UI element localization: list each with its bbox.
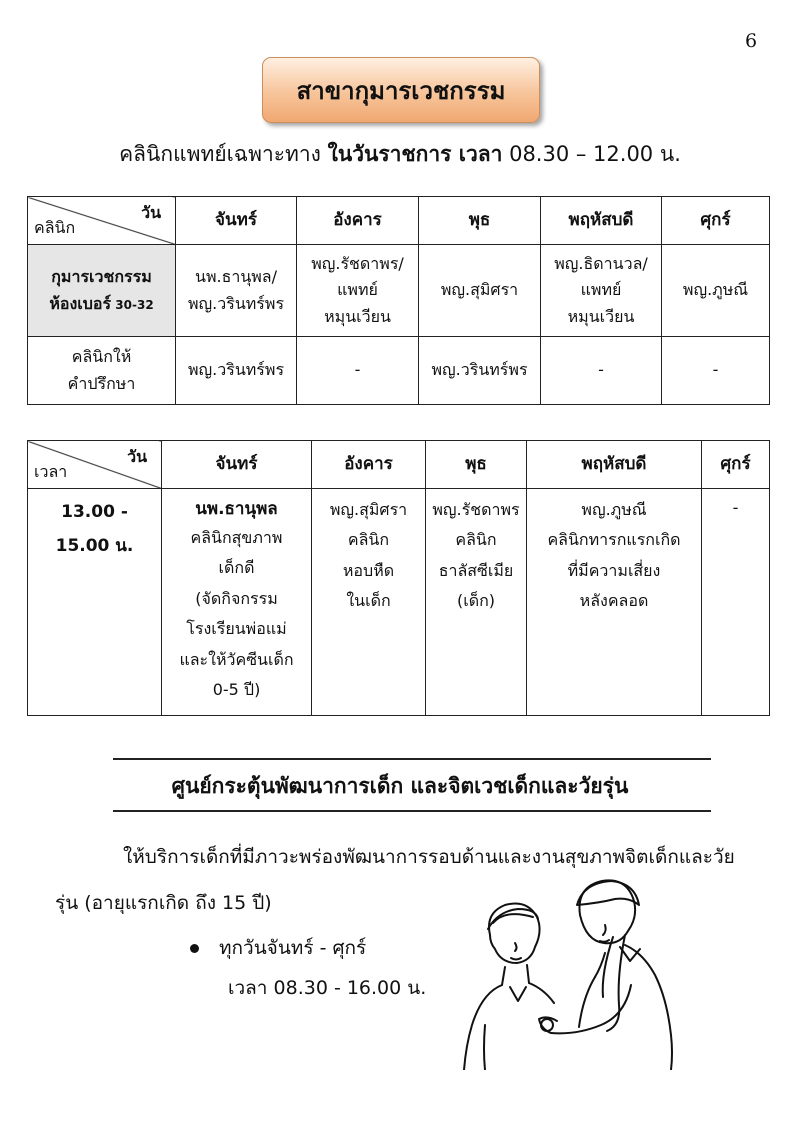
table-row [28, 489, 770, 716]
morning-schedule-table [27, 196, 770, 405]
schedule-cell: นพ.ธานุพล/ พญ.วรินทร์พร [176, 245, 297, 337]
service-days: ทุกวันจันทร์ - ศุกร์ [219, 937, 367, 959]
table-header-row [28, 197, 770, 245]
day-header: พฤหัสบดี [527, 441, 702, 489]
corner-cell [28, 197, 176, 245]
monday-doctor: นพ.ธานุพล [195, 499, 278, 519]
row-label [28, 337, 176, 405]
monday-detail: คลินิกสุขภาพ เด็กดี (จัดกิจกรรม โรงเรียนพ่อแม่ และให้วัคซีนเด็ก 0-5 ปี) [179, 528, 294, 699]
corner-cell [28, 441, 162, 489]
corner-time-label: เวลา [34, 461, 68, 481]
row-label-line [31, 291, 172, 317]
schedule-cell: พญ.รัชดาพร/ แพทย์ หมุนเวียน [297, 245, 419, 337]
day-header: จันทร์ [162, 441, 312, 489]
schedule-cell: พญ.ภูษณี [662, 245, 770, 337]
table-row [28, 245, 770, 337]
schedule-cell: พญ.สุมิศรา คลินิก หอบหืด ในเด็ก [312, 489, 426, 716]
corner-day-label: วัน [141, 203, 161, 222]
subtitle-part1: คลินิกแพทย์เฉพาะทาง [119, 142, 328, 166]
table-row [28, 337, 770, 405]
day-header: พฤหัสบดี [541, 197, 662, 245]
row-label-line: คลินิกให้ [71, 347, 132, 367]
clinic-subtitle [0, 138, 800, 171]
bullet-icon [190, 944, 199, 953]
row-label-line: กุมารเวชกรรม [51, 267, 152, 287]
day-header: พุธ [419, 197, 541, 245]
schedule-cell: พญ.วรินทร์พร [176, 337, 297, 405]
schedule-cell: - [297, 337, 419, 405]
department-title [262, 57, 540, 123]
section-bottom-rule [113, 810, 711, 812]
corner-clinic-label: คลินิก [34, 217, 76, 237]
schedule-cell: พญ.สุมิศรา [419, 245, 541, 337]
time-cell: 13.00 - 15.00 น. [28, 489, 162, 716]
schedule-cell: - [541, 337, 662, 405]
row-label [28, 245, 176, 337]
schedule-cell: พญ.ภูษณี คลินิกทารกแรกเกิด ที่มีความเสี่ยง หลังคลอด [527, 489, 702, 716]
service-hours [190, 928, 426, 1008]
day-header: ศุกร์ [702, 441, 770, 489]
table-header-row [28, 441, 770, 489]
room-label: ห้องเบอร์ [49, 293, 112, 313]
schedule-cell: พญ.ธิดานวล/ แพทย์ หมุนเวียน [541, 245, 662, 337]
page-number: 6 [745, 30, 758, 52]
corner-day-label: วัน [127, 447, 147, 466]
schedule-cell: - [662, 337, 770, 405]
service-description: ให้บริการเด็กที่มีภาวะพร่องพัฒนาการรอบด้านและงานสุขภาพจิตเด็กและวัยรุ่น (อายุแรกเกิด ถึง 15 ปี) [55, 846, 735, 914]
subtitle-part2: ในวันราชการ เวลา [327, 142, 503, 166]
row-label-line: คำปรึกษา [67, 373, 136, 393]
day-header: อังคาร [312, 441, 426, 489]
schedule-cell [162, 489, 312, 716]
subtitle-part3: 08.30 – 12.00 น. [502, 142, 681, 166]
schedule-cell: - [702, 489, 770, 716]
afternoon-schedule-table [27, 440, 770, 716]
room-number: 30-32 [111, 297, 154, 312]
department-title-text: สาขากุมารเวชกรรม [296, 76, 506, 105]
service-time: เวลา 08.30 - 16.00 น. [228, 977, 427, 999]
day-header: จันทร์ [176, 197, 297, 245]
day-header: อังคาร [297, 197, 419, 245]
doctor-stethoscope-child-icon [455, 875, 705, 1070]
section-title: ศูนย์กระตุ้นพัฒนาการเด็ก และจิตเวชเด็กและวัยรุ่น [171, 774, 629, 798]
schedule-cell: พญ.วรินทร์พร [419, 337, 541, 405]
schedule-cell: พญ.รัชดาพร คลินิก ธาลัสซีเมีย (เด็ก) [426, 489, 527, 716]
day-header: พุธ [426, 441, 527, 489]
day-header: ศุกร์ [662, 197, 770, 245]
section-top-rule [113, 758, 711, 760]
